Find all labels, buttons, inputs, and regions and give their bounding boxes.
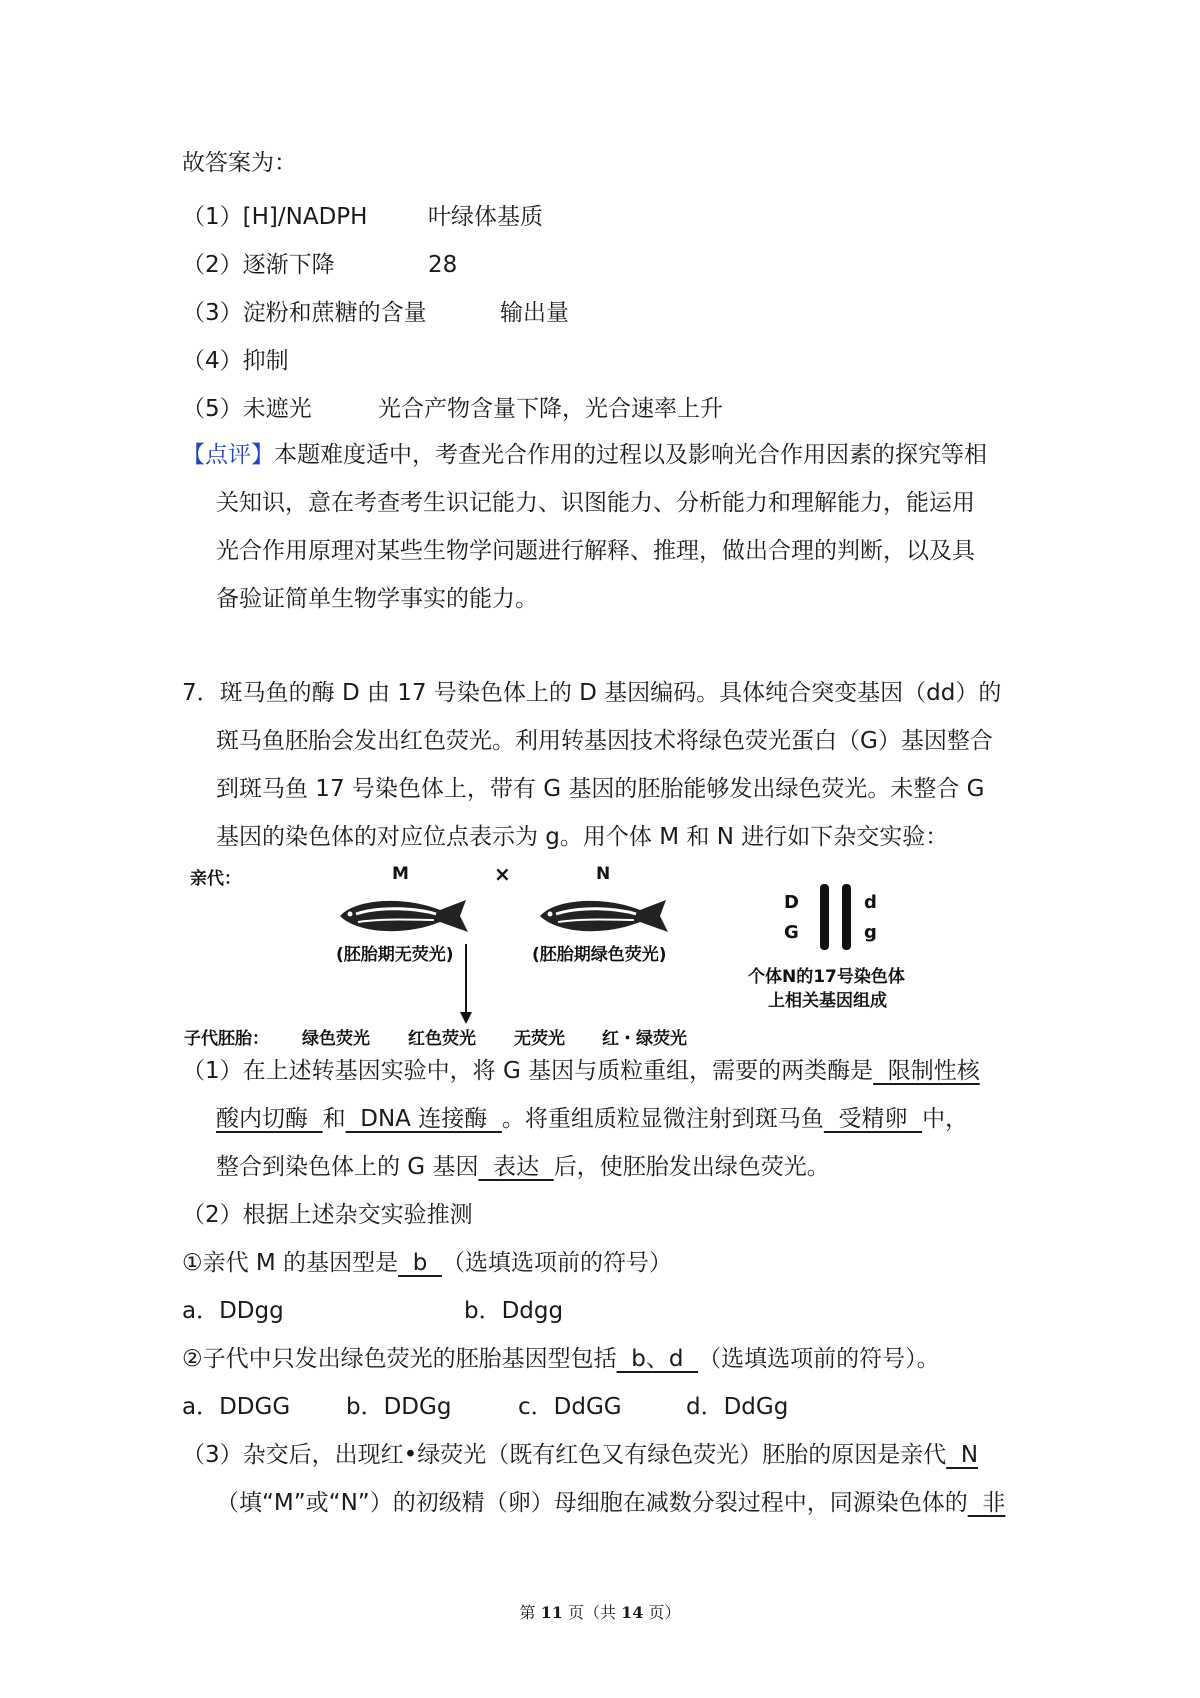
answer-blank: 限制性核 (873, 1058, 980, 1084)
p2-head: （2）根据上述杂交实验推测 (182, 1202, 473, 1228)
page-total: 14 (621, 1603, 644, 1622)
p1-line-2: 酸内切酶 和 DNA 连接酶 。将重组质粒显微注射到斑马鱼 受精卵 中， (216, 1106, 969, 1132)
answer-5-b: 光合产物含量下降，光合速率上升 (378, 396, 723, 422)
answer-blank: DNA 连接酶 (345, 1106, 502, 1132)
answer-blank: 表达 (478, 1154, 554, 1180)
n-caption: (胚胎期绿色荧光) (532, 945, 667, 965)
answer-num: （5） (182, 396, 243, 422)
p2-sub1: ①亲代 M 的基因型是 b （选填选项前的符号） (182, 1250, 672, 1276)
offspring-4: 红・绿荧光 (602, 1029, 687, 1049)
comment-line-2: 关知识，意在考查考生识记能力、识图能力、分析能力和理解能力，能运用 (216, 490, 975, 516)
answer-blank: b (398, 1250, 442, 1276)
answer-blank: 非 (967, 1490, 1006, 1516)
chrom-caption-1: 个体N的17号染色体 (748, 967, 905, 987)
offspring-2: 红色荧光 (408, 1029, 476, 1049)
chromosome-pair-icon (812, 882, 862, 952)
answer-1 (182, 202, 367, 232)
parent-n-label: N (596, 864, 611, 884)
answer-blank: 受精卵 (823, 1106, 923, 1132)
offspring-1: 绿色荧光 (302, 1029, 370, 1049)
answer-num: （3） (182, 300, 243, 326)
parent-label: 亲代： (190, 869, 241, 889)
answer-blank: 酸内切酶 (216, 1106, 323, 1132)
cross-symbol: × (494, 862, 511, 886)
answer-a: 淀粉和蔗糖的含量 (242, 300, 427, 326)
answer-2-b: 28 (428, 252, 458, 278)
p1-line-3: 整合到染色体上的 G 基因 表达 后，使胚胎发出绿色荧光。 (216, 1154, 830, 1180)
p3-line-2: （填“M”或“N”）的初级精（卵）母细胞在减数分裂过程中，同源染色体的 非 (216, 1490, 1006, 1516)
answer-4 (182, 346, 289, 376)
p2-opt2-c: c．DdGG (518, 1394, 622, 1420)
answer-blank: b、d (616, 1346, 699, 1372)
page-number: 11 (540, 1603, 563, 1622)
comment-line-3: 光合作用原理对某些生物学问题进行解释、推理，做出合理的判断，以及具 (216, 538, 975, 564)
offspring-label: 子代胚胎： (184, 1029, 269, 1049)
answer-blank: N (946, 1442, 979, 1468)
answer-5 (182, 394, 312, 424)
m-caption: (胚胎期无荧光) (336, 945, 454, 965)
answer-a: [H]/NADPH (242, 204, 368, 230)
fish-m-icon (336, 892, 476, 940)
answer-num: （1） (182, 204, 243, 230)
parent-m-label: M (392, 864, 409, 884)
chrom-label-g-lower: g (864, 922, 877, 943)
p2-opt2-a: a．DDGG (182, 1394, 291, 1420)
answer-a: 未遮光 (242, 396, 312, 422)
chrom-label-g-upper: G (784, 922, 799, 943)
q7-line-4: 基因的染色体的对应位点表示为 g。用个体 M 和 N 进行如下杂交实验： (216, 824, 949, 850)
q7-line-2: 斑马鱼胚胎会发出红色荧光。利用转基因技术将绿色荧光蛋白（G）基因整合 (216, 728, 993, 754)
chrom-caption-2: 上相关基因组成 (768, 991, 887, 1011)
answer-intro: 故答案为： (182, 150, 297, 176)
answer-a: 逐渐下降 (242, 252, 335, 278)
comment-tag: 【点评】 (182, 442, 274, 468)
p2-opt2-d: d．DdGg (686, 1394, 789, 1420)
p1-line-1: （1）在上述转基因实验中，将 G 基因与质粒重组，需要的两类酶是 限制性核 (182, 1058, 980, 1084)
q7-line-3: 到斑马鱼 17 号染色体上，带有 G 基因的胚胎能够发出绿色荧光。未整合 G (216, 776, 985, 802)
p2-opt2-b: b．DDGg (346, 1394, 452, 1420)
arrow-down-icon (456, 944, 476, 1026)
chrom-label-d-upper: D (784, 892, 799, 913)
p2-opt-b: b．Ddgg (464, 1298, 564, 1324)
page-footer: 第 11 页（共 14 页） (519, 1603, 681, 1622)
fish-n-icon (536, 892, 676, 940)
answer-a: 抑制 (242, 348, 289, 374)
answer-2 (182, 250, 335, 280)
answer-1-b: 叶绿体基质 (428, 204, 543, 230)
answer-3 (182, 298, 427, 328)
offspring-3: 无荧光 (514, 1029, 565, 1049)
comment-line-4: 备验证简单生物学事实的能力。 (216, 586, 538, 612)
chrom-label-d-lower: d (864, 892, 877, 913)
p2-opt-a: a．DDgg (182, 1298, 284, 1324)
p2-sub2: ②子代中只发出绿色荧光的胚胎基因型包括 b、d （选填选项前的符号）。 (182, 1346, 940, 1372)
q7-line-1: 7．斑马鱼的酶 D 由 17 号染色体上的 D 基因编码。具体纯合突变基因（dd）的 (182, 680, 1002, 706)
answer-num: （4） (182, 348, 243, 374)
p3-line-1: （3）杂交后，出现红•绿荧光（既有红色又有绿色荧光）胚胎的原因是亲代 N (182, 1442, 979, 1468)
answer-3-b: 输出量 (500, 300, 569, 326)
comment-line-1: 【点评】本题难度适中，考查光合作用的过程以及影响光合作用因素的探究等相 (182, 442, 987, 468)
answer-num: （2） (182, 252, 243, 278)
